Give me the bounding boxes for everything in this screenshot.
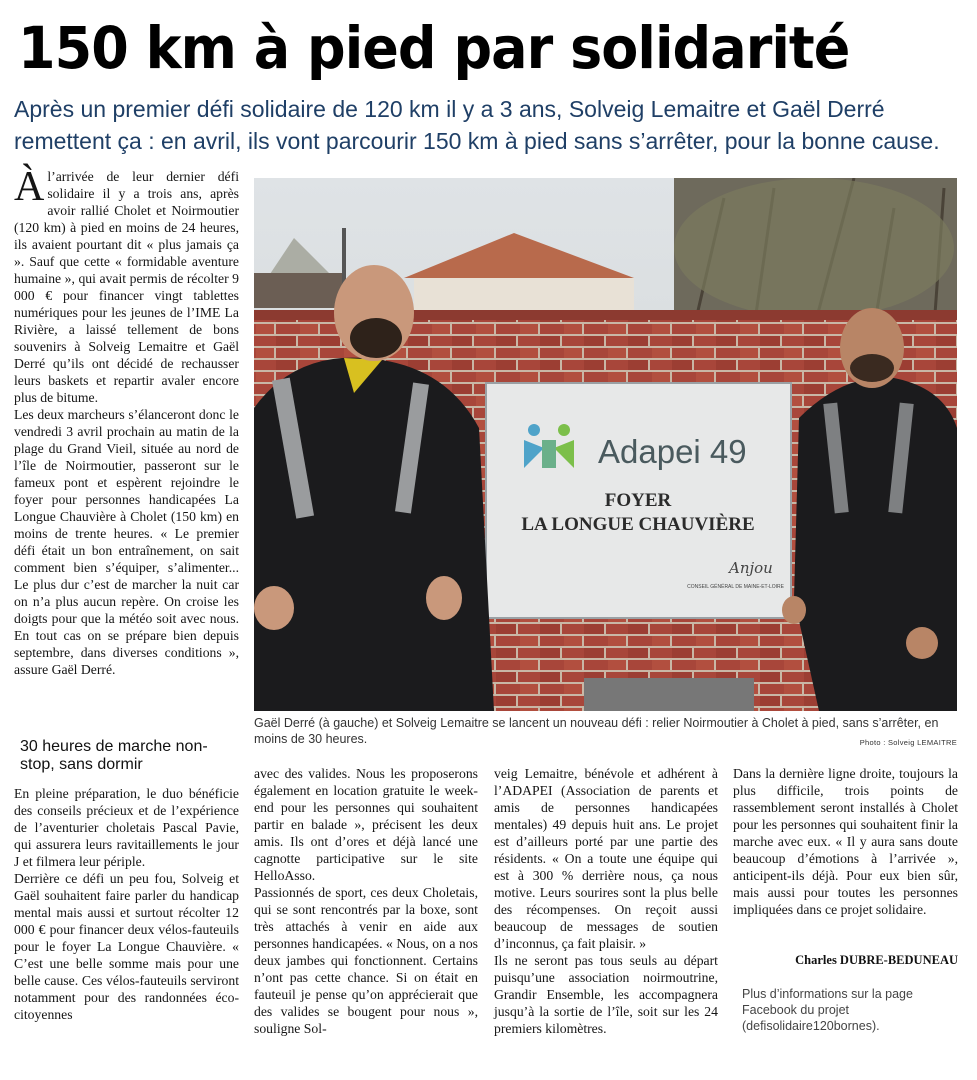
headline: 150 km à pied par solidarité — [18, 14, 850, 82]
ground-stone — [584, 678, 754, 711]
intro-paragraph-1: l’arrivée de leur dernier défi solidaire il y a trois ans, après avoir rallié Cholet et Noirmoutier (120 km) à pied en moins de 24 heures, ils avaient pourtant dit « plus jamais ça ». Sauf que cette « formidable aventure humaine », qui avait permis de récolter 9 000 € pour financer vingt tablettes numériques pour les jeunes de l’IME La Rivière, a laissé tellement de bons souvenirs à Solveig Lemaitre et Gaël Derré qu’ils ont décidé de rechausser leurs baskets et repartir avaler encore plus de bitume. — [14, 169, 239, 405]
body-paragraph: avec des valides. Nous les proposerons également en location gratuite le week-end pour les personnes qui souhaitent partir en balade », précisent les deux amis. Ils ont d’ores et déjà lancé une cagnotte participative sur le site HelloAsso. — [254, 766, 478, 883]
body-paragraph: veig Lemaitre, bénévole et adhérent à l’ADAPEI (Association de parents et amis de personnes handicapées mentales) 49 depuis huit ans. Le projet est d’ailleurs porté par une partie des résidents. « On a toute une équipe qui est à 300 % derrière nous, ça nous motive. Leurs sourires sont la plus belle des récompenses. On reçoit aussi beaucoup de messages de soutien d’inconnus, ça fait plaisir. » — [494, 766, 718, 951]
intro-paragraph-2: Les deux marcheurs s’élanceront donc le vendredi 3 avril prochain au matin de la plage du Grand Vieil, située au nord de l’île de Noirmoutier, passeront sur le fameux pont et espèrent rejoindre le foyer pour personnes handicapées La Longue Chauvière à Cholet (150 km) en moins de trente heures. « Le premier défi était un bon entraînement, on sait comment bien s’équiper, s’alimenter... Le plus dur c’est de marcher la nuit car on n’a plus aucun repère. On croise les doigts pour que la météo soit avec nous. En tout cas on se prépare bien depuis septembre, dans diverses conditions », assure Gaël Derré. — [14, 407, 239, 677]
sponsor-logo: Anjou — [729, 559, 773, 577]
body-column-3 — [494, 765, 718, 1037]
photo-credit: Photo : Solveig LEMAITRE — [859, 738, 957, 747]
subheading: 30 heures de marche non-stop, sans dormir — [20, 738, 208, 773]
body-column-4 — [733, 765, 958, 918]
deck-standfirst: Après un premier défi solidaire de 120 km il y a 3 ans, Solveig Lemaitre et Gaël Derré remettent ça : en avril, ils vont parcourir 150 km à pied sans s’arrêter, pour la bonne cause. — [14, 96, 940, 154]
sign-line-1: FOYER — [604, 490, 672, 511]
author-byline: Charles DUBRE-BEDUNEAU — [795, 953, 958, 967]
body-paragraph: En pleine préparation, le duo bénéficie des conseils précieux et de l’expérience de l’aventurier choletais Pascal Pavie, qui assurera leurs ravitaillements le jour J et filmera leur périple. — [14, 786, 239, 869]
body-column-2 — [254, 765, 478, 1037]
body-paragraph: Derrière ce défi un peu fou, Solveig et Gaël souhaitent faire parler du handicap mental mais aussi et surtout récolter 12 000 € pour financer deux vélos-fauteuils pour le foyer La Longue Chauvière. « C’est une belle somme mais pour une belle cause. Ces vélos-fauteuils serviront notamment pour des randonnées éco-citoyennes — [14, 871, 239, 1022]
sign-line-2: LA LONGUE CHAUVIÈRE — [521, 514, 755, 535]
adapei-sign — [486, 383, 791, 618]
body-paragraph: Dans la dernière ligne droite, toujours la plus difficile, trois points de rassemblement seront installés à Cholet pour les personnes qui souhaitent finir la marche avec eux. « Il y aura sans doute beaucoup d’émotions à l’arrivée », anticipent-ils déjà. Pour eux bien sûr, mais aussi pour toutes les personnes impliquées dans ce projet solidaire. — [733, 766, 958, 917]
sign-brand: Adapei 49 — [598, 433, 747, 470]
intro-column — [14, 164, 239, 678]
article-photo — [254, 178, 957, 711]
photo-illustration — [254, 178, 957, 711]
body-paragraph: Passionnés de sport, ces deux Choletais, qui se sont rencontrés par la boxe, sont très attachés à venir en aide aux personnes handicapées. « Nous, on a nos deux jambes qui fonctionnent. Certains n’ont pas cette chance. Si on était en fauteuil je pense qu’on apprécierait que des valides se bougent pour nous », souligne Sol- — [254, 885, 478, 1036]
photo-caption: Gaël Derré (à gauche) et Solveig Lemaitre se lancent un nouveau défi : relier Noirmoutier à Cholet à pied, sans s’arrêter, en moins de 30 heures. — [254, 716, 939, 746]
drop-cap: À — [14, 164, 45, 210]
more-info-box: Plus d’informations sur la page Facebook du projet (defisolidaire120bornes). — [742, 987, 913, 1033]
body-column-1 — [14, 785, 239, 1023]
sponsor-text: CONSEIL GÉNÉRAL DE MAINE-ET-LOIRE — [687, 584, 784, 590]
body-paragraph: Ils ne seront pas tous seuls au départ puisqu’une association noirmoutrine, Grandir Ensemble, les accompagnera jusqu’à la sortie de l’île, soit sur les 24 premiers kilomètres. — [494, 953, 718, 1036]
